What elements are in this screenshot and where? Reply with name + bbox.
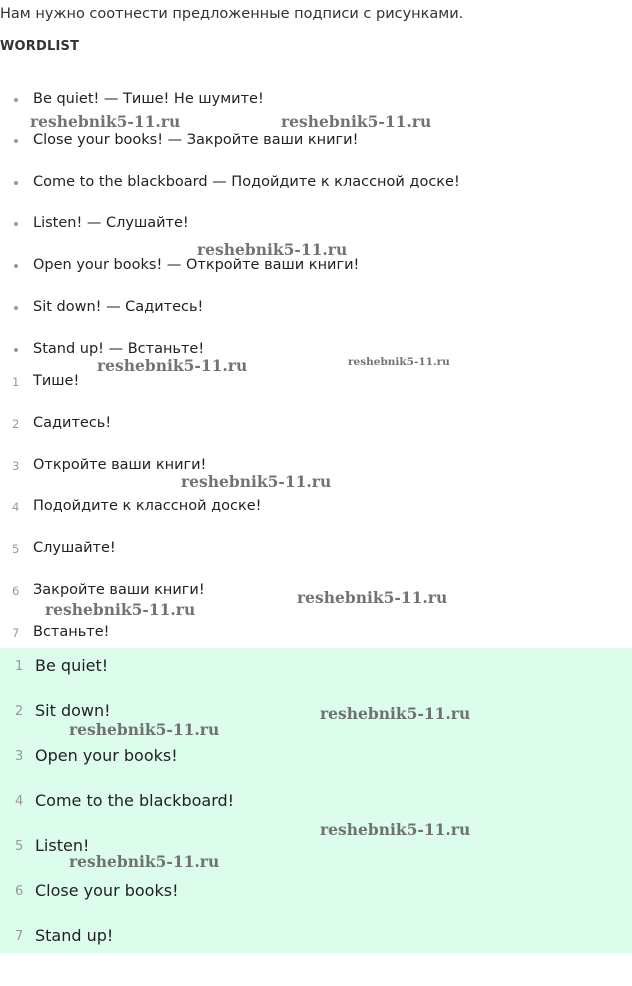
item-number: 4 bbox=[12, 500, 20, 514]
answer-text: Stand up! bbox=[35, 926, 114, 945]
item-number: 3 bbox=[12, 459, 20, 473]
answer-number: 1 bbox=[15, 659, 24, 674]
item-number: 6 bbox=[12, 584, 20, 598]
wordlist-item-text: Stand up! — Встаньте! bbox=[33, 341, 205, 357]
bullet-icon bbox=[14, 98, 18, 102]
answer-number: 7 bbox=[15, 929, 24, 944]
answer-number: 2 bbox=[15, 704, 24, 719]
wordlist-item-text: Open your books! — Откройте ваши книги! bbox=[33, 257, 360, 273]
item-text: Слушайте! bbox=[33, 540, 116, 556]
watermark: reshebnik5-11.ru bbox=[281, 112, 432, 131]
answer-text: Be quiet! bbox=[35, 656, 109, 675]
wordlist-item-text: Close your books! — Закройте ваши книги! bbox=[33, 132, 359, 148]
item-number: 2 bbox=[12, 417, 20, 431]
answer-text: Close your books! bbox=[35, 881, 179, 900]
answer-text: Come to the blackboard! bbox=[35, 791, 235, 810]
intro-text: Нам нужно соотнести предложенные подписи с рисунками. bbox=[0, 6, 464, 22]
answer-text: Listen! bbox=[35, 836, 90, 855]
watermark: reshebnik5-11.ru bbox=[320, 704, 471, 723]
item-number: 1 bbox=[12, 375, 20, 389]
item-text: Встаньте! bbox=[33, 624, 110, 640]
answer-number: 4 bbox=[15, 794, 24, 809]
item-number: 5 bbox=[12, 542, 20, 556]
watermark: reshebnik5-11.ru bbox=[197, 240, 348, 259]
answer-text: Sit down! bbox=[35, 701, 111, 720]
watermark: reshebnik5-11.ru bbox=[69, 852, 220, 871]
item-number: 7 bbox=[12, 626, 20, 640]
watermark: reshebnik5-11.ru bbox=[97, 356, 248, 375]
wordlist-item-text: Be quiet! — Тише! Не шумите! bbox=[33, 91, 264, 107]
watermark: reshebnik5-11.ru bbox=[30, 112, 181, 131]
wordlist-item-text: Come to the blackboard — Подойдите к классной доске! bbox=[33, 174, 460, 190]
answer-text: Open your books! bbox=[35, 746, 178, 765]
wordlist-item-text: Sit down! — Садитесь! bbox=[33, 299, 204, 315]
wordlist-item-text: Listen! — Слушайте! bbox=[33, 215, 189, 231]
item-text: Закройте ваши книги! bbox=[33, 582, 205, 598]
watermark: reshebnik5-11.ru bbox=[69, 720, 220, 739]
item-text: Садитесь! bbox=[33, 415, 112, 431]
answer-number: 6 bbox=[15, 884, 24, 899]
watermark: reshebnik5-11.ru bbox=[320, 820, 471, 839]
bullet-icon bbox=[14, 139, 18, 143]
wordlist-heading: WORDLIST bbox=[0, 39, 80, 54]
watermark: reshebnik5-11.ru bbox=[297, 588, 448, 607]
watermark: reshebnik5-11.ru bbox=[181, 472, 332, 491]
answer-panel bbox=[0, 648, 632, 953]
bullet-icon bbox=[14, 222, 18, 226]
answer-number: 5 bbox=[15, 839, 24, 854]
item-text: Тише! bbox=[33, 373, 80, 389]
item-text: Откройте ваши книги! bbox=[33, 457, 207, 473]
bullet-icon bbox=[14, 306, 18, 310]
item-text: Подойдите к классной доске! bbox=[33, 498, 262, 514]
watermark: reshebnik5-11.ru bbox=[348, 356, 450, 368]
bullet-icon bbox=[14, 348, 18, 352]
bullet-icon bbox=[14, 264, 18, 268]
answer-number: 3 bbox=[15, 749, 24, 764]
bullet-icon bbox=[14, 181, 18, 185]
watermark: reshebnik5-11.ru bbox=[45, 600, 196, 619]
